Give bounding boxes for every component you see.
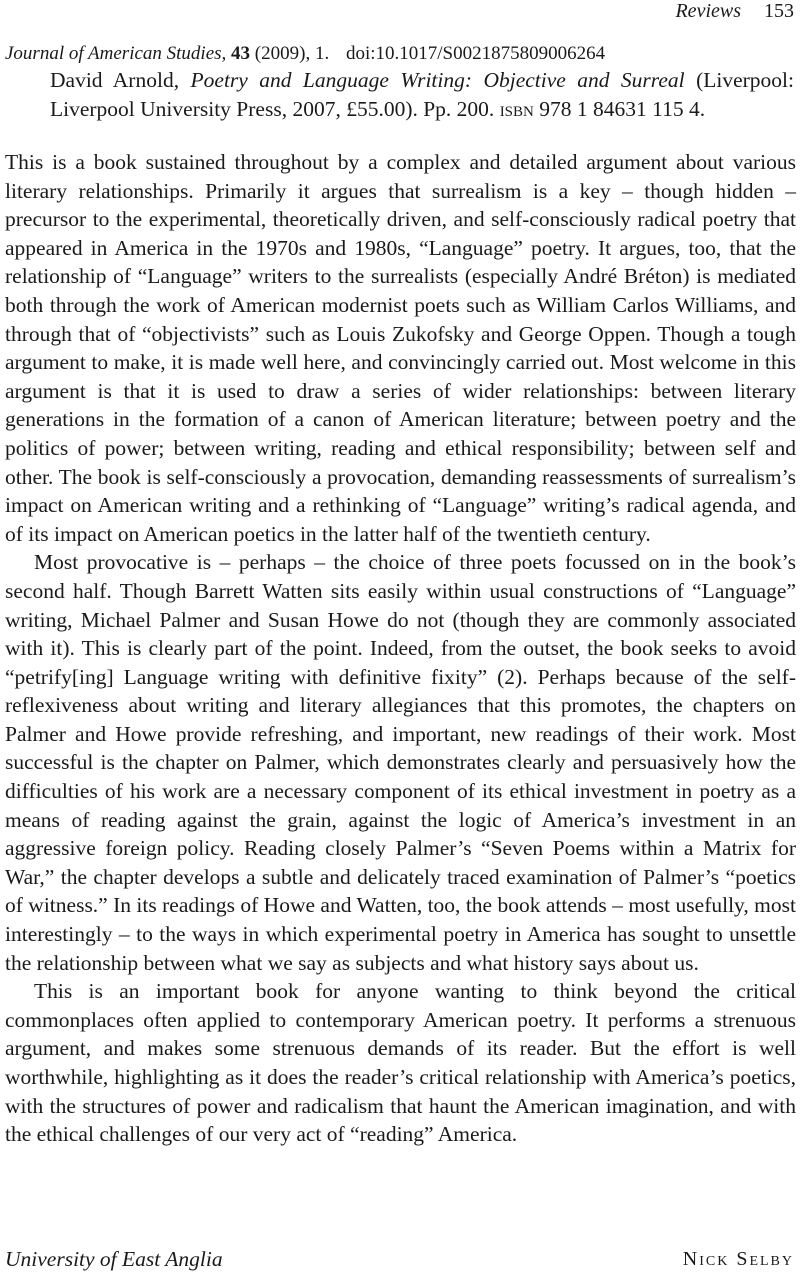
- reviewer-name: Nick Selby: [682, 1248, 794, 1270]
- journal-volume: 43: [231, 43, 251, 64]
- book-publisher: (Liverpool: Liverpool University Press, 2007, £55.00). Pp. 200.: [50, 68, 794, 121]
- review-body: [5, 148, 796, 1149]
- doi-link[interactable]: doi:10.1017/S0021875809006264: [345, 43, 606, 64]
- journal-name: Journal of American Studies,: [5, 43, 227, 64]
- book-author: David Arnold,: [50, 68, 180, 92]
- isbn-label: isbn: [499, 97, 534, 121]
- book-title: Poetry and Language Writing: Objective and Surreal: [190, 68, 685, 92]
- book-reference: [50, 66, 794, 124]
- isbn-number: 978 1 84631 115 4.: [539, 97, 706, 121]
- review-paragraph: This is an important book for anyone wanting to think beyond the critical commonplaces often applied to contemporary American poetry. It performs a strenuous argument, and makes some strenuous demands of its reader. But the effort is well worthwhile, highlighting as it does the reader’s critical relationship with America’s poetics, with the structures of power and radicalism that haunt the American imagination, and with the ethical challenges of our very act of “reading” America.: [5, 979, 796, 1147]
- reviewer-affiliation: University of East Anglia: [5, 1247, 223, 1271]
- review-paragraph: Most provocative is – perhaps – the choice of three poets focussed on in the book’s second half. Though Barrett Watten sits easily within usual constructions of “Language” writing, Michael Palmer and Susan Howe do not (though they are commonly associated with it). This is clearly part of the point. Indeed, from the outset, the book seeks to avoid “petrify[ing] Language writing with definitive fixity” (2). Perhaps because of the self-reflexiveness about writing and literary allegiances that this promotes, the chapters on Palmer and Howe provide refreshing, and important, new readings of their work. Most successful is the chapter on Palmer, which demonstrates clearly and persuasively how the difficulties of his work are a necessary component of its ethical investment in poetry as a means of reading against the grain, against the logic of America’s investment in an aggressive foreign policy. Reading closely Palmer’s “Seven Poems within a Matrix for War,” the chapter develops a subtle and delicately traced examination of Palmer’s “poetics of witness.” In its readings of Howe and Watten, too, the book attends – most usefully, most interestingly – to the ways in which experimental poetry in America has sought to unsettle the relationship between what we say as subjects and what history says about us.: [5, 550, 796, 975]
- section-title: Reviews: [675, 0, 741, 22]
- review-paragraph: This is a book sustained throughout by a complex and detailed argument about various literary relationships. Primarily it argues that surrealism is a key – though hidden – precursor to the experimental, theoretically driven, and self-consciously radical poetry that appeared in America in the 1970s and 1980s, “Language” poetry. It argues, too, that the relationship of “Language” writers to the surrealists (especially André Bréton) is mediated both through the work of American modernist poets such as William Carlos Williams, and through that of “objectivists” such as Louis Zukofsky and George Oppen. Though a tough argument to make, it is made well here, and convincingly carried out. Most welcome in this argument is that it is used to draw a series of wider relationships: between literary generations in the formation of a canon of American literature; between poetry and the politics of power; between writing, reading and ethical responsibility; between self and other. The book is self-consciously a provocation, demanding reassessments of surrealism’s impact on American writing and a rethinking of “Language” writing’s radical agenda, and of its impact on American poetics in the latter half of the twentieth century.: [5, 150, 796, 546]
- reviewer-signature: [5, 1245, 794, 1273]
- journal-year-issue: (2009), 1.: [254, 43, 330, 64]
- journal-citation: [5, 42, 794, 66]
- running-head: [675, 0, 794, 22]
- page-number: 153: [764, 0, 794, 22]
